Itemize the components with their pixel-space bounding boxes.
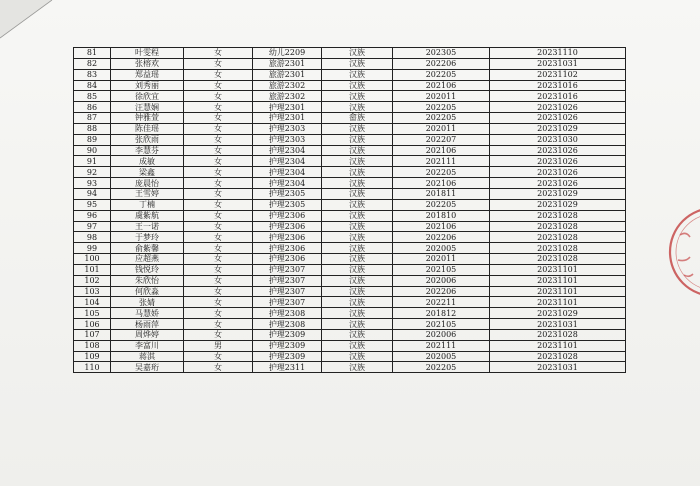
ethnicity-cell: 汉族 [322, 145, 393, 156]
registration-date-cell: 20231028 [490, 351, 626, 362]
gender-cell: 女 [184, 123, 253, 134]
enrollment-date-cell: 202106 [393, 145, 490, 156]
gender-cell: 女 [184, 243, 253, 254]
registration-date-cell: 20231031 [490, 319, 626, 330]
enrollment-date-cell: 201811 [393, 188, 490, 199]
folded-corner [0, 0, 60, 45]
row-number-cell: 99 [74, 243, 111, 254]
row-number-cell: 110 [74, 362, 111, 373]
row-number-cell: 81 [74, 48, 111, 59]
student-name-cell: 马慧娇 [111, 308, 184, 319]
table-row [74, 113, 626, 124]
table-row [74, 232, 626, 243]
table-row [74, 199, 626, 210]
student-name-cell: 梁鑫 [111, 167, 184, 178]
class-name-cell: 护理2307 [253, 286, 322, 297]
gender-cell: 女 [184, 178, 253, 189]
ethnicity-cell: 汉族 [322, 91, 393, 102]
gender-cell: 女 [184, 351, 253, 362]
class-name-cell: 护理2301 [253, 102, 322, 113]
student-name-cell: 李富川 [111, 340, 184, 351]
enrollment-date-cell: 202206 [393, 286, 490, 297]
table-row [74, 145, 626, 156]
table-row [74, 297, 626, 308]
enrollment-date-cell: 202105 [393, 319, 490, 330]
gender-cell: 女 [184, 264, 253, 275]
gender-cell: 女 [184, 275, 253, 286]
table-row [74, 275, 626, 286]
student-roster-table [73, 47, 626, 373]
row-number-cell: 102 [74, 275, 111, 286]
enrollment-date-cell: 202205 [393, 69, 490, 80]
class-name-cell: 护理2307 [253, 297, 322, 308]
student-name-cell: 王一诺 [111, 221, 184, 232]
ethnicity-cell: 汉族 [322, 167, 393, 178]
student-name-cell: 丁楠 [111, 199, 184, 210]
enrollment-date-cell: 202005 [393, 351, 490, 362]
gender-cell: 女 [184, 329, 253, 340]
registration-date-cell: 20231030 [490, 134, 626, 145]
registration-date-cell: 20231110 [490, 48, 626, 59]
row-number-cell: 103 [74, 286, 111, 297]
registration-date-cell: 20231101 [490, 264, 626, 275]
row-number-cell: 87 [74, 113, 111, 124]
student-name-cell: 朱欣怡 [111, 275, 184, 286]
table-row [74, 362, 626, 373]
ethnicity-cell: 汉族 [322, 308, 393, 319]
enrollment-date-cell: 202011 [393, 123, 490, 134]
row-number-cell: 97 [74, 221, 111, 232]
student-name-cell: 何欣淼 [111, 286, 184, 297]
table-row [74, 319, 626, 330]
row-number-cell: 101 [74, 264, 111, 275]
ethnicity-cell: 汉族 [322, 134, 393, 145]
enrollment-date-cell: 201810 [393, 210, 490, 221]
registration-date-cell: 20231029 [490, 308, 626, 319]
gender-cell: 女 [184, 91, 253, 102]
registration-date-cell: 20231026 [490, 167, 626, 178]
registration-date-cell: 20231028 [490, 210, 626, 221]
enrollment-date-cell: 202011 [393, 91, 490, 102]
enrollment-date-cell: 202206 [393, 232, 490, 243]
class-name-cell: 护理2309 [253, 329, 322, 340]
student-name-cell: 蒋淇 [111, 351, 184, 362]
table-row [74, 254, 626, 265]
student-name-cell: 成敏 [111, 156, 184, 167]
class-name-cell: 旅游2302 [253, 91, 322, 102]
gender-cell: 女 [184, 102, 253, 113]
enrollment-date-cell: 202207 [393, 134, 490, 145]
gender-cell: 女 [184, 254, 253, 265]
registration-date-cell: 20231028 [490, 254, 626, 265]
gender-cell: 女 [184, 308, 253, 319]
ethnicity-cell: 汉族 [322, 69, 393, 80]
ethnicity-cell: 汉族 [322, 351, 393, 362]
registration-date-cell: 20231026 [490, 178, 626, 189]
gender-cell: 女 [184, 80, 253, 91]
student-name-cell: 徐欣宜 [111, 91, 184, 102]
class-name-cell: 护理2304 [253, 156, 322, 167]
table-row [74, 80, 626, 91]
student-name-cell: 汪慧娴 [111, 102, 184, 113]
table-row [74, 134, 626, 145]
enrollment-date-cell: 202106 [393, 80, 490, 91]
gender-cell: 女 [184, 145, 253, 156]
class-name-cell: 护理2306 [253, 221, 322, 232]
student-name-cell: 吴嘉珩 [111, 362, 184, 373]
row-number-cell: 100 [74, 254, 111, 265]
gender-cell: 女 [184, 297, 253, 308]
class-name-cell: 幼儿2209 [253, 48, 322, 59]
enrollment-date-cell: 202206 [393, 58, 490, 69]
row-number-cell: 84 [74, 80, 111, 91]
table-row [74, 188, 626, 199]
red-seal-stamp [666, 205, 700, 300]
class-name-cell: 护理2304 [253, 145, 322, 156]
gender-cell: 女 [184, 319, 253, 330]
class-name-cell: 护理2301 [253, 113, 322, 124]
gender-cell: 女 [184, 232, 253, 243]
table-row [74, 264, 626, 275]
ethnicity-cell: 汉族 [322, 199, 393, 210]
ethnicity-cell: 汉族 [322, 221, 393, 232]
registration-date-cell: 20231031 [490, 362, 626, 373]
ethnicity-cell: 汉族 [322, 243, 393, 254]
gender-cell: 女 [184, 113, 253, 124]
registration-date-cell: 20231101 [490, 275, 626, 286]
row-number-cell: 83 [74, 69, 111, 80]
student-name-cell: 张婧 [111, 297, 184, 308]
table-row [74, 178, 626, 189]
gender-cell: 女 [184, 58, 253, 69]
enrollment-date-cell: 202205 [393, 102, 490, 113]
table-row [74, 123, 626, 134]
enrollment-date-cell: 202105 [393, 264, 490, 275]
class-name-cell: 护理2309 [253, 340, 322, 351]
table-row [74, 340, 626, 351]
class-name-cell: 护理2306 [253, 210, 322, 221]
table-row [74, 210, 626, 221]
class-name-cell: 护理2308 [253, 319, 322, 330]
class-name-cell: 旅游2301 [253, 58, 322, 69]
ethnicity-cell: 汉族 [322, 58, 393, 69]
student-name-cell: 张欣雨 [111, 134, 184, 145]
ethnicity-cell: 汉族 [322, 156, 393, 167]
row-number-cell: 98 [74, 232, 111, 243]
registration-date-cell: 20231026 [490, 113, 626, 124]
enrollment-date-cell: 201812 [393, 308, 490, 319]
table-row [74, 69, 626, 80]
registration-date-cell: 20231026 [490, 102, 626, 113]
row-number-cell: 104 [74, 297, 111, 308]
class-name-cell: 护理2309 [253, 351, 322, 362]
gender-cell: 女 [184, 134, 253, 145]
ethnicity-cell: 汉族 [322, 80, 393, 91]
gender-cell: 女 [184, 167, 253, 178]
table-row [74, 286, 626, 297]
registration-date-cell: 20231031 [490, 58, 626, 69]
registration-date-cell: 20231028 [490, 221, 626, 232]
student-name-cell: 叶雯程 [111, 48, 184, 59]
student-name-cell: 杨雨萍 [111, 319, 184, 330]
gender-cell: 女 [184, 156, 253, 167]
class-name-cell: 护理2305 [253, 199, 322, 210]
gender-cell: 女 [184, 69, 253, 80]
ethnicity-cell: 汉族 [322, 210, 393, 221]
class-name-cell: 旅游2301 [253, 69, 322, 80]
ethnicity-cell: 汉族 [322, 264, 393, 275]
row-number-cell: 108 [74, 340, 111, 351]
registration-date-cell: 20231028 [490, 329, 626, 340]
ethnicity-cell: 汉族 [322, 319, 393, 330]
ethnicity-cell: 汉族 [322, 102, 393, 113]
row-number-cell: 107 [74, 329, 111, 340]
gender-cell: 女 [184, 48, 253, 59]
registration-date-cell: 20231029 [490, 199, 626, 210]
student-name-cell: 郑益瑶 [111, 69, 184, 80]
gender-cell: 女 [184, 188, 253, 199]
registration-date-cell: 20231026 [490, 156, 626, 167]
student-name-cell: 庞晨怡 [111, 178, 184, 189]
ethnicity-cell: 汉族 [322, 188, 393, 199]
enrollment-date-cell: 202205 [393, 199, 490, 210]
ethnicity-cell: 畲族 [322, 113, 393, 124]
registration-date-cell: 20231028 [490, 243, 626, 254]
class-name-cell: 护理2304 [253, 178, 322, 189]
class-name-cell: 护理2307 [253, 264, 322, 275]
ethnicity-cell: 汉族 [322, 123, 393, 134]
enrollment-date-cell: 202205 [393, 362, 490, 373]
student-name-cell: 虞紫航 [111, 210, 184, 221]
class-name-cell: 护理2306 [253, 232, 322, 243]
row-number-cell: 95 [74, 199, 111, 210]
table-row [74, 156, 626, 167]
enrollment-date-cell: 202305 [393, 48, 490, 59]
student-name-cell: 李慧芬 [111, 145, 184, 156]
table-row [74, 243, 626, 254]
class-name-cell: 护理2311 [253, 362, 322, 373]
enrollment-date-cell: 202011 [393, 254, 490, 265]
class-name-cell: 旅游2302 [253, 80, 322, 91]
row-number-cell: 96 [74, 210, 111, 221]
registration-date-cell: 20231101 [490, 340, 626, 351]
student-name-cell: 俞紫馨 [111, 243, 184, 254]
row-number-cell: 105 [74, 308, 111, 319]
registration-date-cell: 20231029 [490, 123, 626, 134]
table-row [74, 167, 626, 178]
gender-cell: 女 [184, 221, 253, 232]
enrollment-date-cell: 202111 [393, 340, 490, 351]
ethnicity-cell: 汉族 [322, 362, 393, 373]
registration-date-cell: 20231016 [490, 91, 626, 102]
ethnicity-cell: 汉族 [322, 48, 393, 59]
row-number-cell: 90 [74, 145, 111, 156]
student-name-cell: 于梦玲 [111, 232, 184, 243]
class-name-cell: 护理2306 [253, 243, 322, 254]
ethnicity-cell: 汉族 [322, 254, 393, 265]
roster-body [74, 48, 626, 373]
ethnicity-cell: 汉族 [322, 232, 393, 243]
table-row [74, 329, 626, 340]
class-name-cell: 护理2303 [253, 134, 322, 145]
row-number-cell: 91 [74, 156, 111, 167]
ethnicity-cell: 汉族 [322, 340, 393, 351]
student-name-cell: 周烨婷 [111, 329, 184, 340]
row-number-cell: 82 [74, 58, 111, 69]
enrollment-date-cell: 202111 [393, 156, 490, 167]
class-name-cell: 护理2307 [253, 275, 322, 286]
registration-date-cell: 20231101 [490, 286, 626, 297]
enrollment-date-cell: 202106 [393, 221, 490, 232]
ethnicity-cell: 汉族 [322, 297, 393, 308]
row-number-cell: 94 [74, 188, 111, 199]
gender-cell: 女 [184, 210, 253, 221]
student-name-cell: 张榕欢 [111, 58, 184, 69]
class-name-cell: 护理2304 [253, 167, 322, 178]
row-number-cell: 106 [74, 319, 111, 330]
gender-cell: 男 [184, 340, 253, 351]
enrollment-date-cell: 202006 [393, 275, 490, 286]
class-name-cell: 护理2306 [253, 254, 322, 265]
enrollment-date-cell: 202106 [393, 178, 490, 189]
student-name-cell: 应超燕 [111, 254, 184, 265]
registration-date-cell: 20231029 [490, 188, 626, 199]
table-row [74, 48, 626, 59]
table-row [74, 221, 626, 232]
enrollment-date-cell: 202006 [393, 329, 490, 340]
gender-cell: 女 [184, 199, 253, 210]
row-number-cell: 109 [74, 351, 111, 362]
row-number-cell: 85 [74, 91, 111, 102]
ethnicity-cell: 汉族 [322, 329, 393, 340]
registration-date-cell: 20231102 [490, 69, 626, 80]
class-name-cell: 护理2308 [253, 308, 322, 319]
student-name-cell: 王雪婷 [111, 188, 184, 199]
row-number-cell: 92 [74, 167, 111, 178]
table-row [74, 351, 626, 362]
table-row [74, 308, 626, 319]
table-row [74, 58, 626, 69]
class-name-cell: 护理2303 [253, 123, 322, 134]
enrollment-date-cell: 202211 [393, 297, 490, 308]
student-name-cell: 钟雅萱 [111, 113, 184, 124]
ethnicity-cell: 汉族 [322, 286, 393, 297]
gender-cell: 女 [184, 362, 253, 373]
student-name-cell: 刘秀丽 [111, 80, 184, 91]
ethnicity-cell: 汉族 [322, 178, 393, 189]
row-number-cell: 86 [74, 102, 111, 113]
enrollment-date-cell: 202205 [393, 113, 490, 124]
table-row [74, 91, 626, 102]
ethnicity-cell: 汉族 [322, 275, 393, 286]
gender-cell: 女 [184, 286, 253, 297]
enrollment-date-cell: 202005 [393, 243, 490, 254]
registration-date-cell: 20231016 [490, 80, 626, 91]
row-number-cell: 89 [74, 134, 111, 145]
row-number-cell: 88 [74, 123, 111, 134]
registration-date-cell: 20231028 [490, 232, 626, 243]
class-name-cell: 护理2305 [253, 188, 322, 199]
registration-date-cell: 20231101 [490, 297, 626, 308]
student-name-cell: 钱悦玲 [111, 264, 184, 275]
enrollment-date-cell: 202205 [393, 167, 490, 178]
table-row [74, 102, 626, 113]
student-name-cell: 陈佳瑶 [111, 123, 184, 134]
registration-date-cell: 20231026 [490, 145, 626, 156]
row-number-cell: 93 [74, 178, 111, 189]
